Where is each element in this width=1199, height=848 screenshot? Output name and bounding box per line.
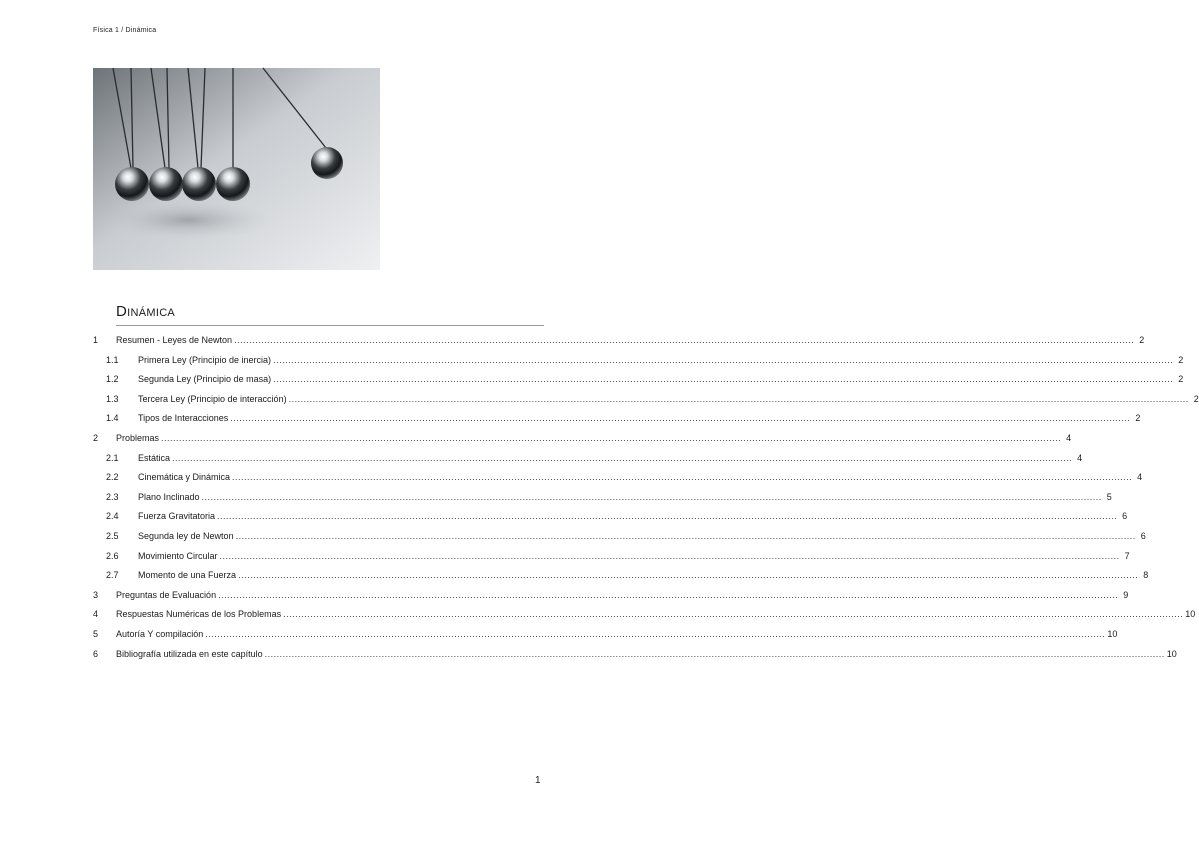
toc-entry[interactable] [0, 431, 1072, 445]
toc-entry-line [138, 568, 1149, 582]
toc-entry[interactable] [0, 470, 1143, 484]
toc-entry-line [138, 549, 1130, 563]
toc-entry-number: 5 [93, 629, 99, 639]
toc-entry[interactable] [0, 392, 1199, 406]
toc-entry-line [138, 372, 1184, 386]
toc-entry[interactable] [0, 333, 1145, 347]
toc-entry-line [116, 431, 1072, 445]
toc-dot-leader: ............................................................................................................................................................................................................................................................................................................ [264, 648, 1165, 659]
toc-entry-line [116, 333, 1145, 347]
toc-entry[interactable] [0, 549, 1130, 563]
title-rule [116, 325, 544, 326]
toc-entry-label: Estática [138, 452, 171, 463]
toc-dot-leader: ............................................................................................................................................................................................................................................................................................................ [273, 354, 1174, 365]
toc-entry-line [138, 470, 1143, 484]
toc-entry-label: Resumen - Leyes de Newton [116, 335, 233, 345]
toc-dot-leader: ............................................................................................................................................................................................................................................................................................................ [235, 531, 1136, 541]
toc-entry-line [116, 627, 1118, 641]
toc-entry-line [138, 490, 1112, 504]
toc-dot-leader: ............................................................................................................................................................................................................................................................................................................ [172, 452, 1073, 463]
toc-dot-leader: ............................................................................................................................................................................................................................................................................................................ [232, 472, 1133, 483]
toc-entry-line [138, 509, 1128, 523]
toc-entry-page: 2 [1178, 354, 1184, 365]
toc-entry-number: 2 [93, 433, 99, 443]
toc-dot-leader: ............................................................................................................................................................................................................................................................................................................ [283, 609, 1184, 620]
running-header: Física 1 / Dinámica [93, 27, 157, 34]
toc-dot-leader: ............................................................................................................................................................................................................................................................................................................ [161, 433, 1062, 443]
toc-dot-leader: ............................................................................................................................................................................................................................................................................................................ [234, 335, 1135, 345]
toc-entry-number: 1.4 [106, 413, 119, 424]
toc-entry-line [138, 411, 1141, 425]
toc-entry-line [116, 588, 1129, 602]
toc-entry-number: 6 [93, 648, 99, 659]
toc-entry[interactable] [0, 627, 1118, 641]
toc-entry-label: Fuerza Gravitatoria [138, 511, 216, 522]
toc-entry-label: Segunda Ley (Principio de masa) [138, 374, 272, 385]
toc-entry-number: 2.3 [106, 491, 119, 502]
toc-entry-page: 2 [1178, 374, 1184, 385]
toc-entry[interactable] [0, 568, 1149, 582]
toc-entry-number: 2.4 [106, 511, 119, 522]
toc-entry-number: 2.5 [106, 531, 119, 541]
toc-entry-page: 2 [1139, 335, 1145, 345]
toc-entry-page: 4 [1137, 472, 1143, 483]
toc-entry-number: 1.2 [106, 374, 119, 385]
toc-entry[interactable] [0, 588, 1129, 602]
toc-entry-page: 9 [1123, 589, 1129, 600]
toc-entry-number: 2.2 [106, 472, 119, 483]
newtons-cradle-image [93, 68, 380, 270]
toc-entry-line [138, 451, 1083, 465]
toc-dot-leader: ............................................................................................................................................................................................................................................................................................................ [273, 374, 1174, 385]
toc-entry-line [116, 647, 1177, 661]
toc-entry-label: Preguntas de Evaluación [116, 589, 217, 600]
toc-entry-number: 2.1 [106, 452, 119, 463]
toc-entry-label: Bibliografía utilizada en este capítulo [116, 648, 263, 659]
toc-entry-number: 3 [93, 589, 99, 600]
toc-dot-leader: ............................................................................................................................................................................................................................................................................................................ [217, 511, 1118, 522]
toc-dot-leader: ............................................................................................................................................................................................................................................................................................................ [288, 393, 1189, 404]
toc-entry[interactable] [0, 607, 1196, 621]
toc-entry-page: 10 [1185, 609, 1196, 620]
toc-entry-label: Autoría Y compilación [116, 629, 204, 639]
toc-dot-leader: ............................................................................................................................................................................................................................................................................................................ [230, 413, 1131, 424]
toc-entry-page: 7 [1124, 550, 1130, 561]
toc-entry-line [138, 392, 1199, 406]
toc-entry-page: 2 [1193, 393, 1199, 404]
toc-entry[interactable] [0, 411, 1141, 425]
toc-entry-line [138, 529, 1146, 543]
toc-entry-label: Respuestas Numéricas de los Problemas [116, 609, 282, 620]
toc-dot-leader: ............................................................................................................................................................................................................................................................................................................ [238, 570, 1139, 581]
toc-entry-label: Momento de una Fuerza [138, 570, 237, 581]
toc-entry[interactable] [0, 647, 1177, 661]
toc-title: Dinámica [116, 303, 176, 320]
toc-entry-page: 4 [1077, 452, 1083, 463]
toc-entry-label: Problemas [116, 433, 160, 443]
toc-entry-line [138, 353, 1184, 367]
toc-entry[interactable] [0, 529, 1146, 543]
toc-entry[interactable] [0, 451, 1083, 465]
toc-entry-page: 4 [1066, 433, 1072, 443]
toc-entry-label: Tipos de Interacciones [138, 413, 229, 424]
toc-entry[interactable] [0, 353, 1184, 367]
toc-entry-number: 2.6 [106, 550, 119, 561]
toc-dot-leader: ............................................................................................................................................................................................................................................................................................................ [218, 589, 1119, 600]
toc-entry[interactable] [0, 509, 1128, 523]
toc-entry-number: 2.7 [106, 570, 119, 581]
toc-dot-leader: ............................................................................................................................................................................................................................................................................................................ [201, 491, 1102, 502]
toc-entry-label: Movimiento Circular [138, 550, 218, 561]
toc-entry-number: 1.1 [106, 354, 119, 365]
toc-dot-leader: ............................................................................................................................................................................................................................................................................................................ [219, 550, 1120, 561]
toc-entry-page: 2 [1135, 413, 1141, 424]
page-number: 1 [535, 775, 541, 786]
toc-entry-page: 6 [1140, 531, 1146, 541]
toc-entry[interactable] [0, 372, 1184, 386]
toc-entry-label: Primera Ley (Principio de inercia) [138, 354, 272, 365]
toc-entry-label: Tercera Ley (Principio de interacción) [138, 393, 287, 404]
toc-entry-number: 1 [93, 335, 99, 345]
toc-entry-page: 6 [1122, 511, 1128, 522]
toc-entry-page: 5 [1106, 491, 1112, 502]
toc-entry[interactable] [0, 490, 1112, 504]
toc-entry-label: Plano Inclinado [138, 491, 200, 502]
toc-entry-label: Cinemática y Dinámica [138, 472, 231, 483]
toc-entry-line [116, 607, 1196, 621]
toc-dot-leader: ............................................................................................................................................................................................................................................................................................................ [205, 629, 1106, 639]
toc-entry-page: 10 [1166, 648, 1177, 659]
toc-entry-number: 4 [93, 609, 99, 620]
toc-entry-label: Segunda ley de Newton [138, 531, 234, 541]
toc-entry-number: 1.3 [106, 393, 119, 404]
toc-entry-page: 10 [1107, 629, 1118, 639]
toc-entry-page: 8 [1143, 570, 1149, 581]
